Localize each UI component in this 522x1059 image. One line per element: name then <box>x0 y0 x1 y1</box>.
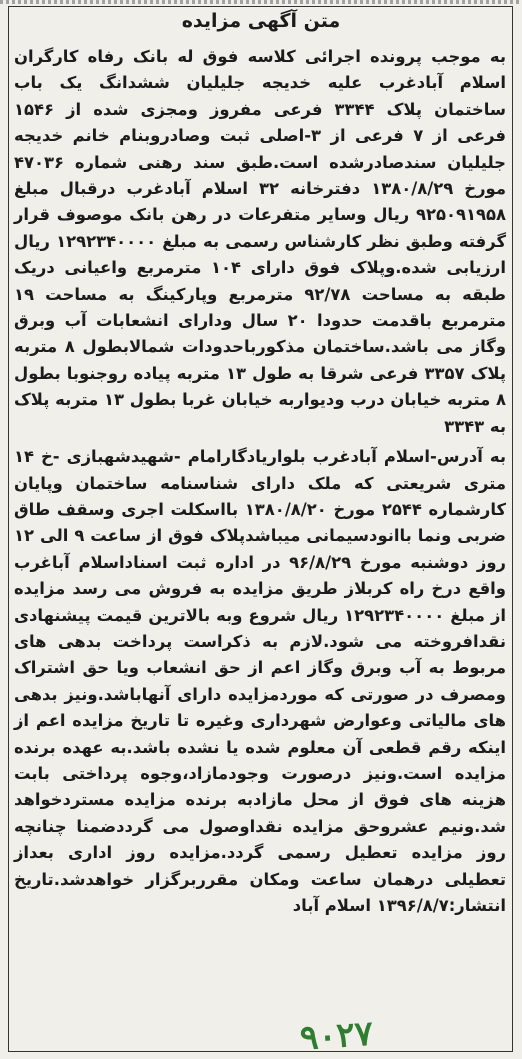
notice-title: متن آگهی مزایده <box>181 10 341 32</box>
notice-body <box>14 44 506 919</box>
notice-paragraph-2: به آدرس-اسلام آبادغرب بلواریادگارامام -شهیدشهبازی -خ ۱۴ متری شریعتی که ملک دارای شناسنامه ساختمان وپایان کارشماره ۲۵۴۴ مورخ ۱۳۸۰/۸/۲۰ بااسکلت اجری وسقف طاق ضربی ونما باانودسیمانی میباشدپلاک فوق از ساعت ۹ الی ۱۲ روز دوشنبه مورخ ۹۶/۸/۲۹ در اداره ثبت اسناداسلام آباغرب واقع درخ راه کربلاز طریق مزایده به فروش می رسد مزایده از مبلغ ۱۲۹۲۳۴۰۰۰۰ ریال شروع وبه بالاترین قیمت پیشنهادی نقدافروخته می شود.لازم به ذکراست پرداخت بدهی های مربوط به آب وبرق وگاز اعم از حق انشعاب ویا حق اشتراک ومصرف در صورتی که موردمزایده دارای آنهاباشد.ونیز بدهی های مالیاتی وعوارض شهرداری وغیره تا تاریخ مزایده اعم از اینکه رقم قطعی آن معلوم شده یا نشده باشد.به عهده برنده مزایده است.ونیز درصورت وجودمازاد،وجوه پرداختی بابت هزینه های فوق از محل مازادبه برنده مزایده مستردخواهد شد.ونیم عشروحق مزایده نقداوصول می گرددضمنا چنانچه روز مزایده تعطیل رسمی گردد.مزایده روز اداری بعداز تعطیلی درهمان ساعت ومکان مقرربرگزار خواهدشد.تاریخ انتشار:۱۳۹۶/۸/۷ اسلام آباد <box>14 447 507 915</box>
notice-paragraph-1: به موجب پرونده اجرائی کلاسه فوق له بانک رفاه کارگران اسلام آبادغرب علیه خدیجه جلیلیان ششدانگ یک باب ساختمان پلاک ۳۳۴۴ فرعی مفروز ومجزی شده از ۱۵۴۶ فرعی از ۷ فرعی از ۳-اصلی ثبت وصادروبنام خانم خدیجه جلیلیان سندصادرشده است.طبق سند رهنی شماره ۴۷۰۳۶ مورخ ۱۳۸۰/۸/۲۹ دفترخانه ۳۲ اسلام آبادغرب درقبال مبلغ ۹۲۵۰۹۱۹۵۸ ریال وسایر متفرعات در رهن بانک موصوف قرار گرفته وطبق نظر کارشناس رسمی به مبلغ ۱۲۹۲۳۴۰۰۰۰ ریال ارزیابی شده.وپلاک فوق دارای ۱۰۴ مترمربع واعیانی دریک طبقه به مساحت ۹۲/۷۸ مترمربع وپارکینگ به مساحت ۱۹ مترمربع باقدمت حدودا ۲۰ سال ودارای انشعابات آب وبرق وگاز می باشد.ساختمان مذکورباحدودات شمالابطول ۸ متربه پلاک ۳۳۵۷ فرعی شرقا به طول ۱۳ متربه پیاده روجنوبا بطول ۸ متربه خیابان درب ودیواربه خیابان غربا بطول ۱۳ متربه پلاک به ۳۳۴۳ <box>14 47 507 436</box>
top-border-rule <box>0 0 522 4</box>
handwritten-note: ۹۰۲۷ <box>298 1013 375 1059</box>
